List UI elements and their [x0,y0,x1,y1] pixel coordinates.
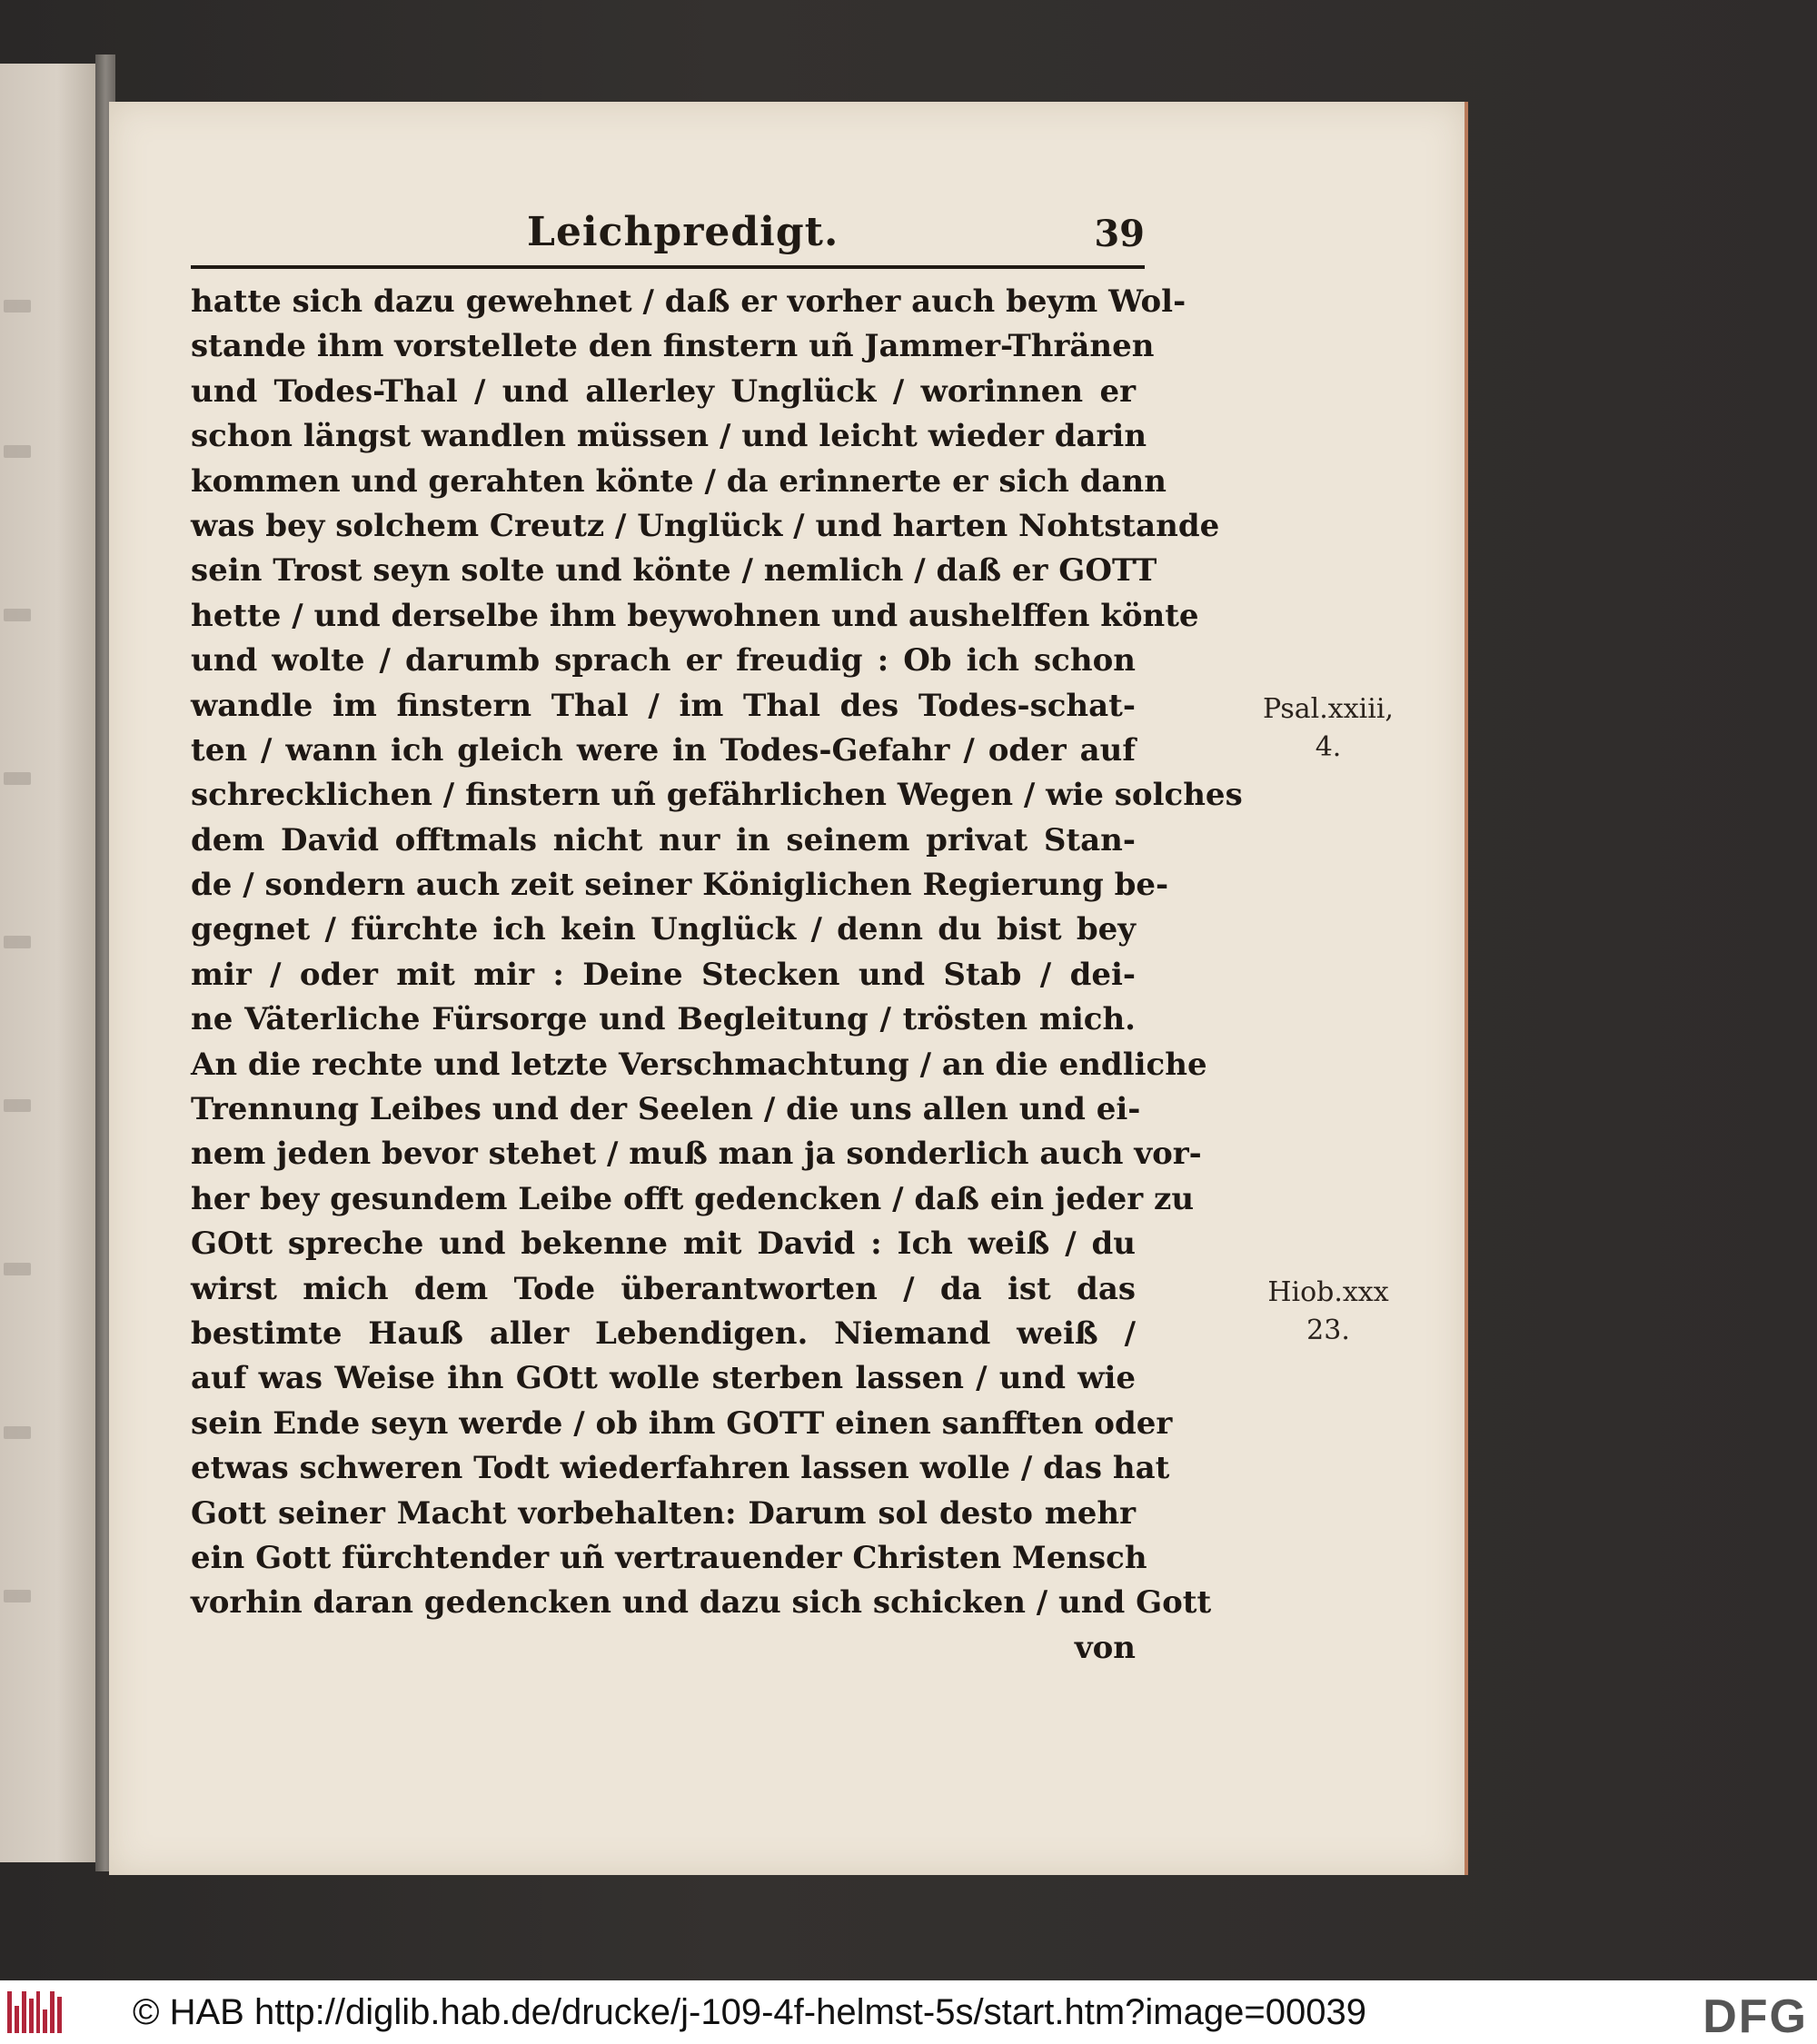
show-through-mark [4,609,31,621]
text-line: An die rechte und letzte Verschmachtung / an die endliche [191,1046,1207,1083]
text-line: GOtt spreche und bekenne mit David : Ich weiß / du [191,1225,1136,1263]
running-title: Leichpredigt. [527,209,839,255]
text-line: schon längst wandlen müssen / und leicht wieder darin [191,418,1147,455]
show-through-mark [4,772,31,785]
text-line: was bey solchem Creutz / Unglück / und harten Nohtstande [191,507,1220,544]
body-text [191,280,1243,1626]
text-line: ne Väterliche Fürsorge und Begleitung / trösten mich. [191,1001,1136,1038]
show-through-mark [4,445,31,458]
head-rule [191,265,1145,269]
text-line: de / sondern auch zeit seiner Königlichen Regierung be- [191,867,1169,904]
barcode-bar [7,1991,12,2033]
hab-logo-icon [7,1991,62,2033]
text-line: nem jeden bevor stehet / muß man ja sonderlich auch vor- [191,1136,1202,1173]
barcode-bar [22,1991,26,2033]
running-head [191,209,1145,273]
text-line: stande ihm vorstellete den finstern uñ Jammer-Thränen [191,328,1155,365]
show-through-mark [4,936,31,948]
show-through-mark [4,1590,31,1602]
text-line: Gott seiner Macht vorbehalten: Darum sol desto mehr [191,1494,1136,1532]
text-line: sein Trost seyn solte und könte / nemlich / daß er GOTT [191,552,1157,590]
text-line: wandle im finstern Thal / im Thal des Todes-schat- [191,687,1136,724]
text-line: Trennung Leibes und der Seelen / die uns allen und ei- [191,1091,1141,1128]
footer-bar [0,1980,1817,2044]
barcode-bar [29,1999,34,2033]
text-line: mir / oder mit mir : Deine Stecken und Stab / dei- [191,956,1136,993]
barcode-bar [15,2006,19,2033]
text-line: hette / und derselbe ihm beywohnen und aushelffen könte [191,597,1199,634]
marginal-note-line: Hiob.xxx [1267,1276,1389,1308]
text-line: bestimte Hauß aller Lebendigen. Niemand weiß / [191,1315,1136,1352]
text-line: dem David offtmals nicht nur in seinem privat Stan- [191,821,1136,858]
barcode-bar [57,1997,62,2033]
marginal-note-line: 4. [1315,731,1342,763]
text-line: vorhin daran gedencken und dazu sich schicken / und Gott [191,1584,1212,1622]
show-through-mark [4,300,31,313]
marginal-note-line: Psal.xxiii, [1263,693,1394,725]
text-line: wirst mich dem Tode überantworten / da ist das [191,1270,1136,1307]
show-through-mark [4,1426,31,1439]
copyright-url[interactable]: © HAB http://diglib.hab.de/drucke/j-109-4f-helmst-5s/start.htm?image=00039 [133,1991,1366,2032]
facing-page-edge [0,64,95,1862]
text-block [191,209,1243,1671]
barcode-bar [50,1991,55,2033]
page-number: 39 [1094,213,1145,255]
marginal-note-line: 23. [1306,1315,1350,1346]
text-line: auf was Weise ihn GOtt wolle sterben lassen / und wie [191,1360,1136,1397]
barcode-bar [36,1991,41,2033]
text-line: und wolte / darumb sprach er freudig : Ob ich schon [191,642,1136,680]
dfg-logo: DFG [1703,1990,1808,2043]
text-line: sein Ende seyn werde / ob ihm GOTT einen sanfften oder [191,1404,1173,1442]
text-line: ein Gott fürchtender uñ vertrauender Christen Mensch [191,1539,1147,1576]
text-line: und Todes-Thal / und allerley Unglück / worinnen er [191,372,1136,410]
text-line: gegnet / fürchte ich kein Unglück / denn du bist bey [191,911,1136,948]
text-line: schrecklichen / finstern uñ gefährlichen Wegen / wie solches [191,777,1243,814]
marginal-note-hiob [1256,1274,1401,1350]
text-line: hatte sich dazu gewehnet / daß er vorher auch beym Wol- [191,283,1187,320]
show-through-mark [4,1263,31,1275]
show-through-mark [4,1099,31,1112]
book-page [109,102,1468,1875]
catchword: von [1074,1629,1136,1666]
text-line: etwas schweren Todt wiederfahren lassen wolle / das hat [191,1450,1170,1487]
text-line: ten / wann ich gleich were in Todes-Gefahr / oder auf [191,731,1136,769]
barcode-bar [43,2009,47,2033]
text-line: her bey gesundem Leibe offt gedencken / daß ein jeder zu [191,1180,1195,1217]
marginal-note-psalm [1256,690,1401,767]
text-line: kommen und gerahten könte / da erinnerte er sich dann [191,462,1167,500]
